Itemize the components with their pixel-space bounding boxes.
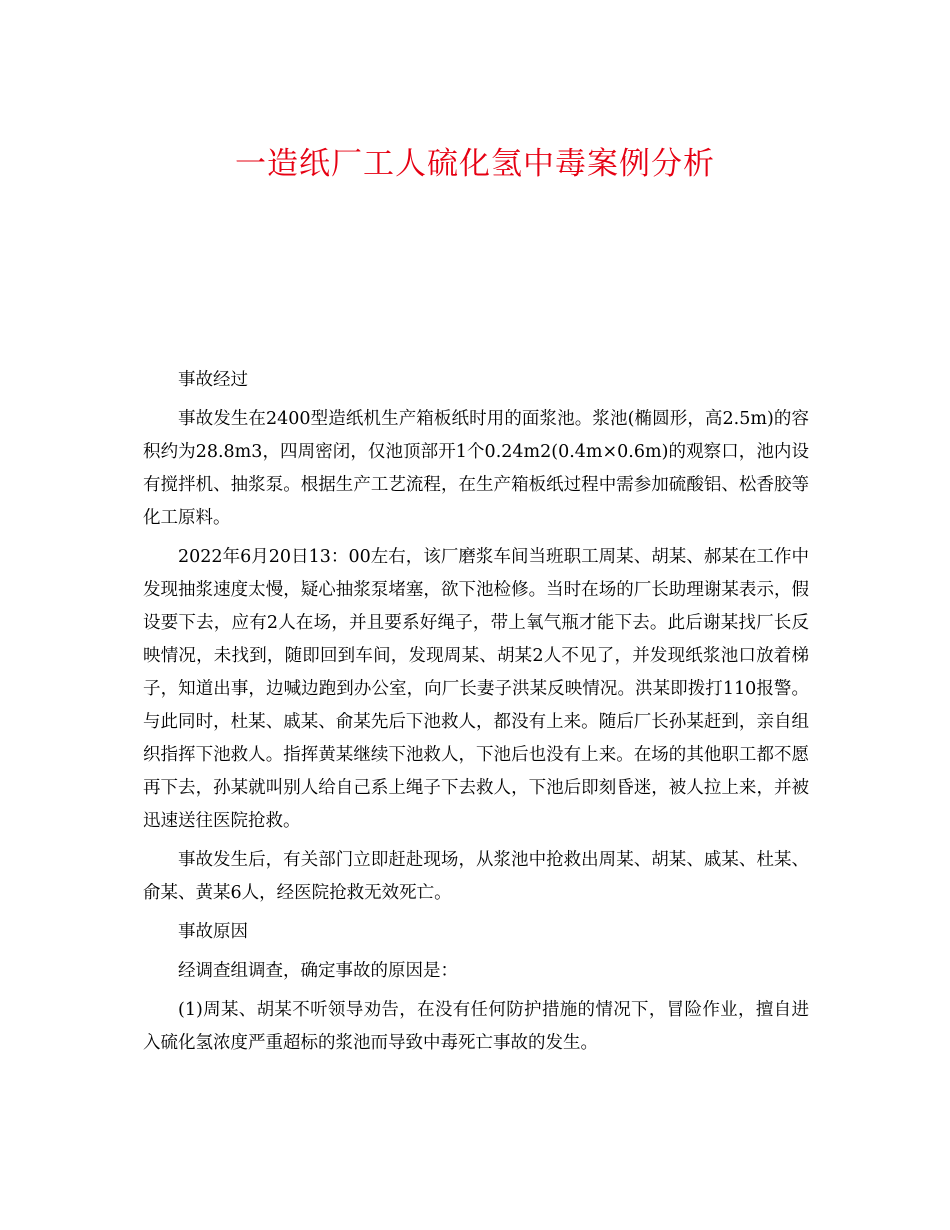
paragraph-incident-timeline: 2022年6月20日13：00左右，该厂磨浆车间当班职工周某、胡某、郝某在工作中发现抽浆速度太慢，疑心抽浆泵堵塞，欲下池检修。当时在场的厂长助理谢某表示，假设要下去，应有2人在场，并且要系好绳子，带上氧气瓶才能下去。此后谢某找厂长反映情况，未找到，随即回到车间，发现周某、胡某2人不见了，并发现纸浆池口放着梯子，知道出事，边喊边跑到办公室，向厂长妻子洪某反映情况。洪某即拨打110报警。与此同时，杜某、戚某、俞某先后下池救人，都没有上来。随后厂长孙某赶到，亲自组织指挥下池救人。指挥黄某继续下池救人，下池后也没有上来。在场的其他职工都不愿再下去，孙某就叫别人给自己系上绳子下去救人，下池后即刻昏迷，被人拉上来，并被迅速送往医院抢救。: [143, 547, 809, 831]
document-body: [143, 364, 809, 1066]
document-title: 一造纸厂工人硫化氢中毒案例分析: [235, 146, 715, 182]
paragraph-cause-1: (1)周某、胡某不听领导劝告，在没有任何防护措施的情况下，冒险作业，擅自进入硫化氢浓度严重超标的浆池而导致中毒死亡事故的发生。: [143, 1000, 809, 1053]
heading-accident-process: 事故经过: [178, 370, 248, 390]
paragraph-investigation: 经调查组调查，确定事故的原因是：: [178, 961, 458, 981]
paragraph-pool-description: 事故发生在2400型造纸机生产箱板纸时用的面浆池。浆池(椭圆形，高2.5m)的容积约为28.8m3，四周密闭，仅池顶部开1个0.24m2(0.4m×0.6m)的观察口，池内设有搅拌机、抽浆泵。根据生产工艺流程，在生产箱板纸过程中需参加硫酸铝、松香胶等化工原料。: [143, 409, 809, 528]
paragraph-rescue-outcome: 事故发生后，有关部门立即赶赴现场，从浆池中抢救出周某、胡某、戚某、杜某、俞某、黄某6人，经医院抢救无效死亡。: [143, 850, 809, 903]
heading-accident-cause: 事故原因: [178, 922, 248, 942]
